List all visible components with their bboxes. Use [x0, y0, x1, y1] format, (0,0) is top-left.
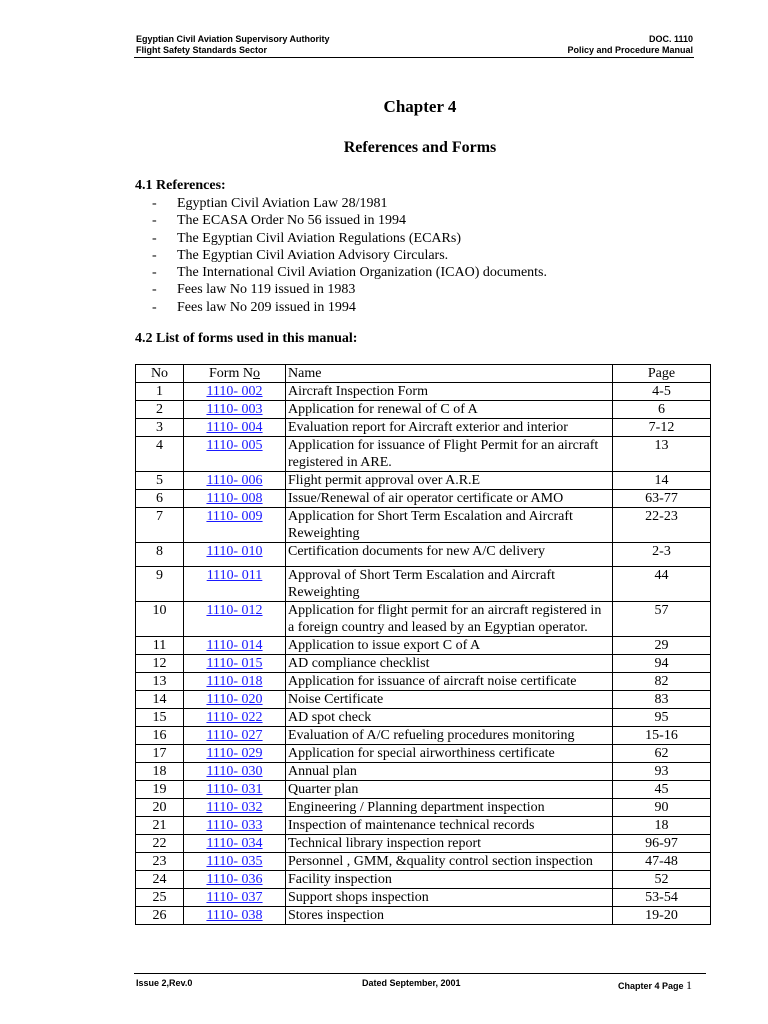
cell-no: 18: [136, 763, 184, 781]
form-link[interactable]: 1110- 014: [206, 638, 263, 653]
reference-text: The International Civil Aviation Organization (ICAO) documents.: [177, 265, 548, 281]
cell-name: Flight permit approval over A.R.E: [286, 472, 613, 490]
cell-form-no: [184, 419, 286, 437]
footer-page-label: Chapter 4 Page: [617, 981, 686, 991]
footer-issue: Issue 2,Rev.0: [136, 978, 193, 988]
table-row: [136, 799, 711, 817]
cell-form-no: [184, 437, 286, 472]
cell-name: Engineering / Planning department inspection: [286, 799, 613, 817]
cell-name: Issue/Renewal of air operator certificate or AMO: [286, 490, 613, 508]
cell-form-no: [184, 763, 286, 781]
list-bullet: -: [152, 282, 157, 298]
table-row: [136, 691, 711, 709]
form-link[interactable]: 1110- 037: [206, 890, 263, 905]
col-header-form-prefix: Form N: [209, 366, 253, 381]
form-link[interactable]: 1110- 029: [206, 746, 263, 761]
cell-name: Application for special airworthiness certificate: [286, 745, 613, 763]
reference-item: [152, 195, 547, 212]
table-row: [136, 907, 711, 925]
reference-item: [152, 299, 547, 316]
table-row: [136, 401, 711, 419]
footer-divider: [134, 973, 706, 974]
form-link[interactable]: 1110- 010: [206, 544, 263, 559]
cell-name: Technical library inspection report: [286, 835, 613, 853]
cell-page: 18: [613, 817, 711, 835]
form-link[interactable]: 1110- 009: [206, 509, 263, 524]
cell-page: 90: [613, 799, 711, 817]
cell-name: Application for renewal of C of A: [286, 401, 613, 419]
cell-page: 82: [613, 673, 711, 691]
form-link[interactable]: 1110- 035: [206, 854, 263, 869]
cell-form-no: [184, 799, 286, 817]
form-link[interactable]: 1110- 030: [206, 764, 263, 779]
form-link[interactable]: 1110- 003: [206, 402, 263, 417]
form-link[interactable]: 1110- 015: [206, 656, 263, 671]
cell-page: 45: [613, 781, 711, 799]
list-bullet: -: [152, 196, 157, 211]
table-row: [136, 781, 711, 799]
form-link[interactable]: 1110- 004: [206, 420, 263, 435]
form-link[interactable]: 1110- 008: [206, 491, 263, 506]
cell-form-no: [184, 889, 286, 907]
cell-name: Application for issuance of Flight Permit for an aircraft registered in ARE.: [286, 437, 613, 472]
cell-no: 7: [136, 508, 184, 543]
table-row: [136, 437, 711, 472]
table-row: [136, 871, 711, 889]
cell-no: 20: [136, 799, 184, 817]
cell-no: 10: [136, 602, 184, 637]
cell-no: 21: [136, 817, 184, 835]
cell-form-no: [184, 673, 286, 691]
form-link[interactable]: 1110- 036: [206, 872, 263, 887]
table-row: [136, 727, 711, 745]
cell-page: 6: [613, 401, 711, 419]
references-heading: 4.1 References:: [135, 178, 226, 193]
cell-name: Certification documents for new A/C delivery: [286, 543, 613, 567]
cell-name: Evaluation of A/C refueling procedures monitoring: [286, 727, 613, 745]
cell-no: 8: [136, 543, 184, 567]
table-row: [136, 602, 711, 637]
reference-item: [152, 230, 547, 247]
cell-page: 53-54: [613, 889, 711, 907]
cell-no: 6: [136, 490, 184, 508]
table-row: [136, 490, 711, 508]
cell-page: 47-48: [613, 853, 711, 871]
cell-page: 13: [613, 437, 711, 472]
chapter-title: Chapter 4: [383, 97, 457, 116]
cell-form-no: [184, 602, 286, 637]
form-link[interactable]: 1110- 011: [206, 568, 263, 583]
cell-no: 15: [136, 709, 184, 727]
table-row: [136, 763, 711, 781]
cell-no: 23: [136, 853, 184, 871]
cell-name: Personnel , GMM, &quality control section inspection: [286, 853, 613, 871]
cell-form-no: [184, 567, 286, 602]
cell-form-no: [184, 907, 286, 925]
cell-name: Quarter plan: [286, 781, 613, 799]
document-number: DOC. 1110: [648, 34, 693, 44]
cell-no: 13: [136, 673, 184, 691]
cell-name: Facility inspection: [286, 871, 613, 889]
cell-name: Application for flight permit for an aircraft registered in a foreign country and leased by an Egyptian operator.: [286, 602, 613, 637]
table-row: [136, 419, 711, 437]
cell-form-no: [184, 383, 286, 401]
cell-name: Noise Certificate: [286, 691, 613, 709]
cell-no: 19: [136, 781, 184, 799]
header-divider: [134, 57, 694, 58]
form-link[interactable]: 1110- 022: [206, 710, 263, 725]
cell-no: 1: [136, 383, 184, 401]
cell-form-no: [184, 655, 286, 673]
cell-form-no: [184, 508, 286, 543]
table-row: [136, 637, 711, 655]
cell-form-no: [184, 727, 286, 745]
cell-name: AD spot check: [286, 709, 613, 727]
form-link[interactable]: 1110- 020: [206, 692, 263, 707]
list-bullet: -: [152, 213, 157, 229]
cell-name: AD compliance checklist: [286, 655, 613, 673]
cell-page: 15-16: [613, 727, 711, 745]
cell-no: 14: [136, 691, 184, 709]
cell-form-no: [184, 472, 286, 490]
form-link[interactable]: 1110- 018: [206, 674, 263, 689]
cell-page: 22-23: [613, 508, 711, 543]
references-list: [152, 195, 547, 316]
table-row: [136, 472, 711, 490]
cell-form-no: [184, 853, 286, 871]
col-header-no: No: [136, 365, 184, 383]
reference-text: Fees law No 119 issued in 1983: [177, 282, 356, 298]
cell-name: Stores inspection: [286, 907, 613, 925]
cell-page: 19-20: [613, 907, 711, 925]
form-link[interactable]: 1110- 033: [206, 818, 263, 833]
table-row: [136, 383, 711, 401]
cell-form-no: [184, 871, 286, 889]
reference-text: Egyptian Civil Aviation Law 28/1981: [177, 196, 388, 211]
footer-page-number: 1: [686, 978, 692, 992]
cell-form-no: [184, 691, 286, 709]
form-link[interactable]: 1110- 012: [206, 603, 263, 618]
cell-no: 12: [136, 655, 184, 673]
cell-form-no: [184, 637, 286, 655]
cell-name: Inspection of maintenance technical records: [286, 817, 613, 835]
cell-no: 26: [136, 907, 184, 925]
document-header-right: [567, 34, 693, 56]
cell-page: 96-97: [613, 835, 711, 853]
cell-no: 3: [136, 419, 184, 437]
cell-no: 2: [136, 401, 184, 419]
table-row: [136, 835, 711, 853]
cell-name: Evaluation report for Aircraft exterior and interior: [286, 419, 613, 437]
cell-page: 7-12: [613, 419, 711, 437]
forms-table-body: [136, 383, 711, 925]
cell-page: 83: [613, 691, 711, 709]
list-bullet: -: [152, 299, 157, 315]
cell-form-no: [184, 543, 286, 567]
cell-name: Application for Short Term Escalation and Aircraft Reweighting: [286, 508, 613, 543]
cell-page: 44: [613, 567, 711, 602]
cell-form-no: [184, 709, 286, 727]
chapter-subtitle: References and Forms: [343, 139, 497, 156]
list-bullet: -: [152, 265, 157, 281]
reference-item: [152, 264, 547, 281]
cell-name: Approval of Short Term Escalation and Aircraft Reweighting: [286, 567, 613, 602]
cell-form-no: [184, 745, 286, 763]
form-link[interactable]: 1110- 006: [206, 473, 263, 488]
cell-no: 25: [136, 889, 184, 907]
cell-no: 24: [136, 871, 184, 889]
reference-text: The Egyptian Civil Aviation Advisory Circulars.: [177, 247, 449, 263]
cell-form-no: [184, 835, 286, 853]
cell-name: Aircraft Inspection Form: [286, 383, 613, 401]
cell-name: Application for issuance of aircraft noise certificate: [286, 673, 613, 691]
cell-form-no: [184, 401, 286, 419]
form-link[interactable]: 1110- 038: [206, 908, 263, 923]
form-link[interactable]: 1110- 002: [206, 384, 263, 399]
manual-title: Policy and Procedure Manual: [567, 45, 693, 55]
table-row: [136, 567, 711, 602]
list-bullet: -: [152, 247, 157, 263]
cell-page: 93: [613, 763, 711, 781]
footer-date: Dated September, 2001: [362, 978, 461, 988]
cell-name: Annual plan: [286, 763, 613, 781]
authority-name: Egyptian Civil Aviation Supervisory Authority: [136, 34, 330, 44]
reference-item: [152, 212, 547, 229]
sector-name: Flight Safety Standards Sector: [136, 45, 268, 55]
cell-no: 4: [136, 437, 184, 472]
table-row: [136, 889, 711, 907]
cell-page: 14: [613, 472, 711, 490]
cell-form-no: [184, 817, 286, 835]
forms-table: [135, 364, 711, 925]
cell-page: 29: [613, 637, 711, 655]
cell-name: Support shops inspection: [286, 889, 613, 907]
list-bullet: -: [152, 230, 157, 246]
cell-no: 22: [136, 835, 184, 853]
reference-item: [152, 247, 547, 264]
form-link[interactable]: 1110- 031: [206, 782, 263, 797]
col-header-form-no: [184, 365, 286, 383]
form-link[interactable]: 1110- 005: [206, 438, 263, 453]
cell-page: 57: [613, 602, 711, 637]
form-link[interactable]: 1110- 027: [206, 728, 263, 743]
forms-table-header: [136, 365, 711, 383]
col-header-page: Page: [613, 365, 711, 383]
cell-no: 9: [136, 567, 184, 602]
cell-form-no: [184, 490, 286, 508]
reference-text: The ECASA Order No 56 issued in 1994: [177, 213, 407, 229]
cell-no: 16: [136, 727, 184, 745]
table-row: [136, 745, 711, 763]
col-header-form-suffix: o: [252, 366, 260, 381]
table-row: [136, 543, 711, 567]
table-row: [136, 853, 711, 871]
cell-page: 2-3: [613, 543, 711, 567]
forms-heading: 4.2 List of forms used in this manual:: [135, 331, 358, 346]
table-row: [136, 508, 711, 543]
document-header-left: [136, 34, 330, 56]
cell-name: Application to issue export C of A: [286, 637, 613, 655]
table-row: [136, 817, 711, 835]
cell-page: 52: [613, 871, 711, 889]
reference-text: Fees law No 209 issued in 1994: [177, 299, 356, 315]
cell-page: 62: [613, 745, 711, 763]
reference-item: [152, 281, 547, 298]
form-link[interactable]: 1110- 032: [206, 800, 263, 815]
cell-no: 17: [136, 745, 184, 763]
form-link[interactable]: 1110- 034: [206, 836, 263, 851]
cell-page: 63-77: [613, 490, 711, 508]
reference-text: The Egyptian Civil Aviation Regulations (ECARs): [177, 230, 461, 246]
table-row: [136, 655, 711, 673]
cell-page: 4-5: [613, 383, 711, 401]
footer-page: [618, 978, 692, 993]
cell-form-no: [184, 781, 286, 799]
table-row: [136, 709, 711, 727]
cell-no: 11: [136, 637, 184, 655]
col-header-name: Name: [286, 365, 613, 383]
cell-page: 95: [613, 709, 711, 727]
table-row: [136, 673, 711, 691]
cell-no: 5: [136, 472, 184, 490]
cell-page: 94: [613, 655, 711, 673]
